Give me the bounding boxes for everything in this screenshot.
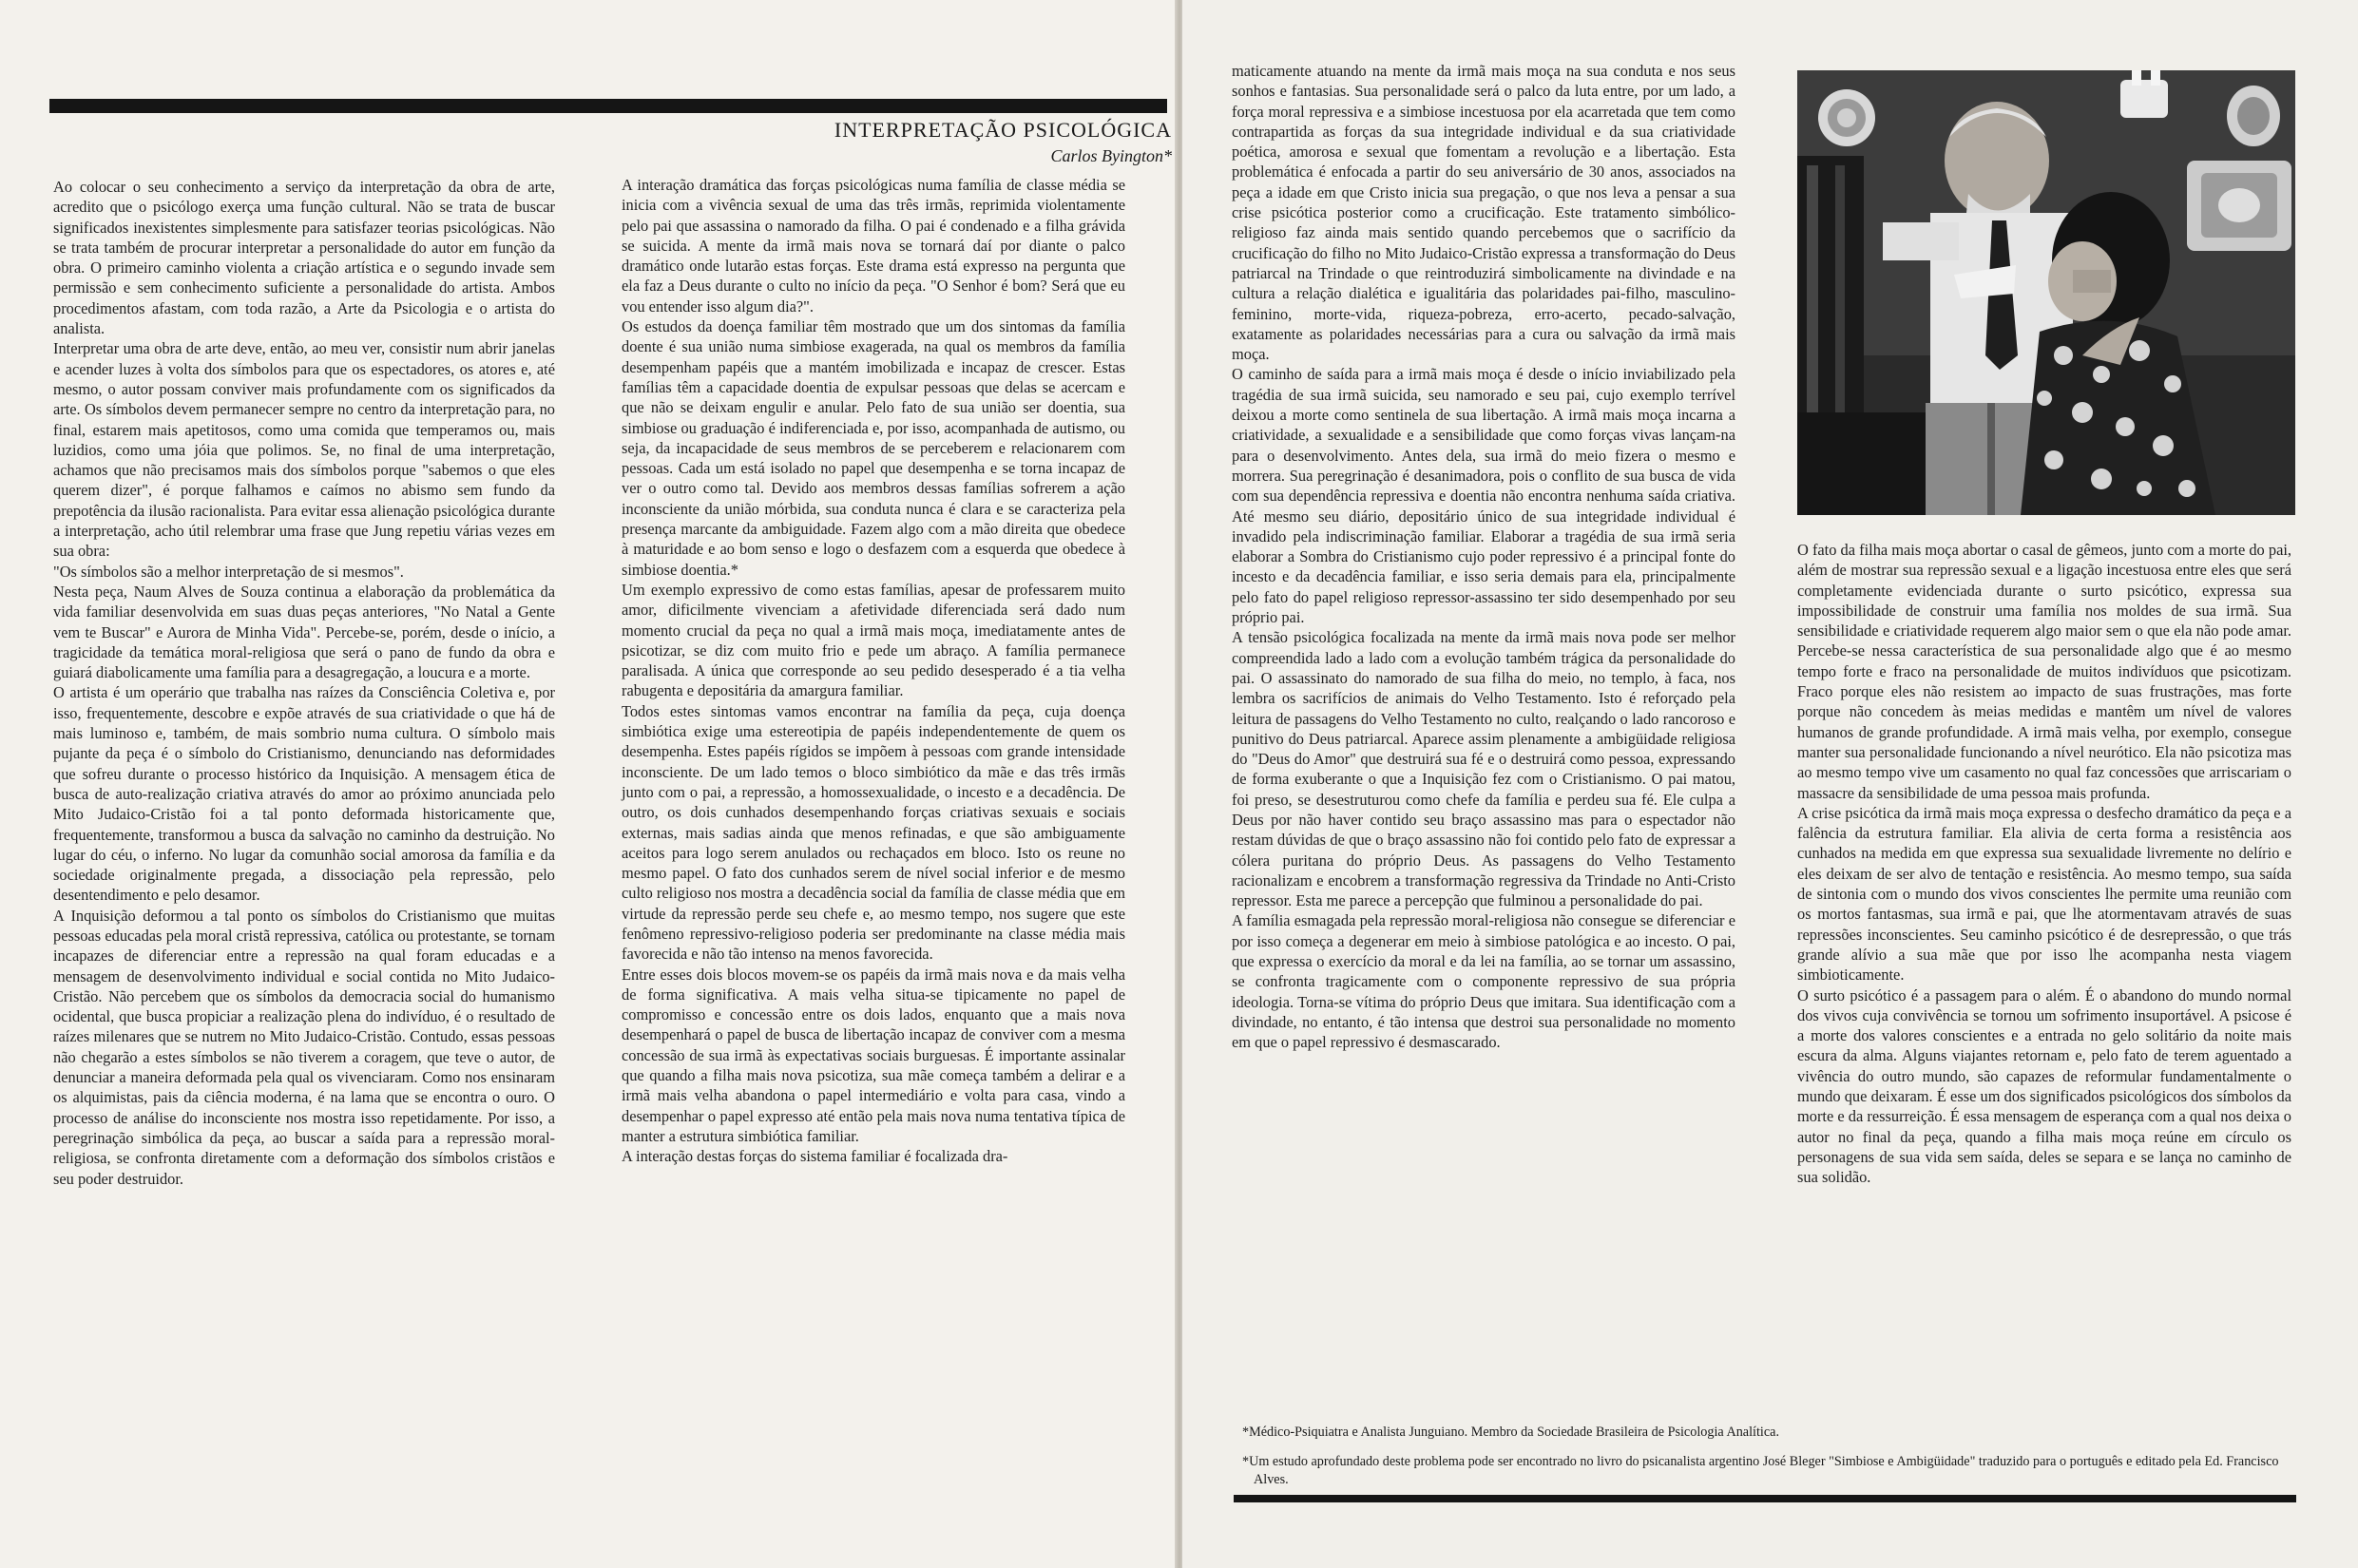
article-header <box>608 118 1172 166</box>
left-page <box>0 0 1177 1568</box>
stage-photo <box>1797 70 2295 515</box>
paragraph: maticamente atuando na mente da irmã mais moça na sua conduta e nos seus sonhos e fantasias. Sua personalidade será o palco da luta entre, por um lado, a força moral repressiva e a simbiose incestuosa por ela acarretada que tem como contrapartida as forças da sua integridade individual e da sua criatividade poética, amorosa e sexual que fomentam a revolução e a libertação. Esta problemática é enfocada a partir do seu aniversário de 30 anos, associados na peça a idade em que Cristo inicia sua pregação, o que nos leva a pensar a sua crise psicótica posterior como a crucificação. Este tratamento simbólico-religioso faz ainda mais sentido quando percebemos que o sacrifício da crucificação do filho no Mito Judaico-Cristão expressa a transformação do Deus patriarcal na Trindade o que reintroduzirá simbolicamente na divindade e na cultura a relação dialética e igualitária das polaridades pai-filho, masculino-feminino, morte-vida, riqueza-pobreza, erro-acerto, pecado-salvação, exatamente as polaridades necessárias para a cura ou salvação da irmã mais moça. <box>1232 62 1735 364</box>
study-footnote: *Um estudo aprofundado deste problema pode ser encontrado no livro do psicanalista argentino José Bleger "Simbiose e Ambigüidade" traduzido para o português e editado pela Ed. Francisco Alves. <box>1242 1454 2279 1487</box>
paragraph: O fato da filha mais moça abortar o casal de gêmeos, junto com a morte do pai, além de mostrar sua repressão sexual e a ligação incestuosa entre eles que será completamente evidenciada durante o surto psicótico, expressa sua impossibilidade de construir uma família nos moldes de sua irmã. Sua sensibilidade e criatividade requerem algo maior sem o que ela não pode amar. Percebe-se nessa característica de sua personalidade algo que é ao mesmo tempo forte e fraco na personalidade de muitos indivíduos que psicotizam. Fraco porque eles não resistem ao impacto de suas frustrações, mas forte porque não concedem às meias medidas e mantêm um nível de valores humanos de grande profundidade. A irmã mais velha, por exemplo, consegue manter sua personalidade funcionando a nível neurótico. Ela não psicotiza mas ao mesmo tempo vive um casamento no qual faz concessões que arriscariam o massacre da sensibilidade de uma pessoa mais profunda. <box>1797 541 2291 802</box>
paragraph: A família esmagada pela repressão moral-religiosa não consegue se diferenciar e por isso começa a degenerar em meio à simbiose patológica e ao incesto. O pai, que expressa o exercício da moral e da lei na família, ao se tornar um assassino, se confronta tragicamente com o componente repressivo de sua própria ideologia. Torna-se vítima do próprio Deus que imitara. Sua identificação com a divindade, no entanto, é tão intensa que destroi sua personalidade no momento em que o papel repressivo é desmascarado. <box>1232 911 1735 1052</box>
bottom-rule <box>1234 1495 2296 1502</box>
stage-photo-image <box>1797 70 2295 515</box>
paragraph: "Os símbolos são a melhor interpretação de si mesmos". <box>53 562 404 581</box>
paragraph: A tensão psicológica focalizada na mente da irmã mais nova pode ser melhor compreendida lado a lado com a evolução também trágica da personalidade do pai. O assassinato do namorado de sua filha do meio, no templo, à faca, nos lembra os sacrifícios de animais do Velho Testamento. Isto é reforçado pela leitura de passagens do Velho Testamento no culto, realçando o lado rancoroso e punitivo do Deus patriarcal. Aparece assim plenamente a ambigüidade religiosa do "Deus do Amor" que destruirá sua fé e o destruirá como pessoa, expressando de forma exuberante o que a Inquisição fez com o Cristianismo. O pai matou, foi preso, se desestruturou como chefe da família e perdeu sua fé. Ele culpa a Deus por não haver contido seu braço assassino mas para o espectador não restam dúvidas de que o braço assassino não foi contido pelo fato de expressar a cólera puritana do próprio Deus. As passagens do Velho Testamento racionalizam e encobrem a transformação regressiva da Trindade no Anti-Cristo repressor. Esta me parece a percepção que fulminou a personalidade do pai. <box>1232 628 1735 910</box>
text-column-3 <box>1232 61 1735 1053</box>
paragraph: O surto psicótico é a passagem para o além. É o abandono do mundo normal dos vivos cuja convivência se tornou um sofrimento insuportável. A psicose é a morte dos valores conscientes e a entrada no gelo solitário da noite mais escura da alma. Alguns viajantes retornam e, pelo fato de terem aguentado a vivência do outro mundo, são capazes de reformular fundamentalmente o mundo que deixaram. É esse um dos significados psicológicos dos símbolos da morte e da ressurreição. É essa mensagem de esperança com a qual nos deixa o autor no final da peça, quando a filha mais moça reúne em círculo os personagens de sua vida sem saída, deles se separa e se lança no caminho de sua solidão. <box>1797 985 2291 1187</box>
paragraph: Entre esses dois blocos movem-se os papéis da irmã mais nova e da mais velha de forma significativa. A mais velha situa-se tipicamente no papel de compromisso e concessão entre os dois lados, enquanto que a mais nova desempenhará o papel de busca de libertação incapaz de conviver com a mesma concessão de sua irmã às expectativas sociais burguesas. É importante assinalar que quando a filha mais nova psicotiza, sua mãe começa também a delirar e a irmã mais velha abandona o papel intermediário e volta para casa, vindo a desempenhar o papel expresso até então pela mais nova numa tentativa típica de manter a estrutura simbiótica familiar. <box>622 965 1125 1145</box>
text-column-4 <box>1797 540 2291 1188</box>
paragraph: Um exemplo expressivo de como estas famílias, apesar de professarem muito amor, dificilmente vivenciam a afetividade diferenciada será dado num momento crucial da peça no qual a irmã mais moça, imediatamente antes de psicotizar, se diz com muito frio e pede um abraço. A família permanece paralisada. A única que corresponde ao seu pedido desesperado é a tia velha rabugenta e depositária da amargura familiar. <box>622 580 1125 700</box>
paragraph: Interpretar uma obra de arte deve, então, ao meu ver, consistir num abrir janelas e acender luzes à volta dos símbolos para que os espectadores, os atores e, até mesmo, o autor possam conviver mais profundamente com os significados da arte. Os símbolos devem permanecer sempre no centro da interpretação para, no final, estarem mais apetitosos, como uma comida que temperamos ou, mais luzidios, como uma jóia que polimos. Se, no final de uma interpretação, achamos que não precisamos mais dos símbolos porque "sabemos o que eles querem dizer", é porque falhamos e caímos no abismo sem fundo da prepotência da ilusão racionalista. Para evitar essa alienação psicológica durante a interpretação, acho útil relembrar uma frase que Jung repetiu várias vezes em sua obra: <box>53 339 555 561</box>
paragraph: Nesta peça, Naum Alves de Souza continua a elaboração da problemática da vida familiar desenvolvida em suas duas peças anteriores, "No Natal a Gente vem te Buscar" e Aurora de Minha Vida". Percebe-se, porém, desde o início, a tragicidade da temática moral-religiosa que será o pano de fundo da obra e guiará diabolicamente uma família para a desagregação, a loucura e a morte. <box>53 582 555 682</box>
article-author: Carlos Byington* <box>1050 146 1172 165</box>
paragraph: A crise psicótica da irmã mais moça expressa o desfecho dramático da peça e a falência da estrutura familiar. Ela alivia de certa forma a resistência aos cunhados na medida em que expressa sua sexualidade livremente no delírio e eles deixam de ser alvo de tentação e resistência. Ao mesmo tempo, sua saída de sintonia com o mundo dos vivos conscientes lhe permite uma reunião com os mortos fantasmas, sua irmã e pai, que lhe atormentavam através de suas repressões inconscientes. Seu caminho psicótico é de desrepressão, o que trás grande alívio a sua mãe que por isso lhe acompanha nesta viagem simbioticamente. <box>1797 803 2291 985</box>
text-column-2 <box>622 175 1125 1167</box>
top-rule <box>49 99 1167 113</box>
paragraph: Todos estes sintomas vamos encontrar na família da peça, cuja doença simbiótica exige uma estereotipia de papéis independentemente de quem os desempenha. Estes papéis rígidos se impõem à pessoas com grande intensidade inconsciente. De um lado temos o bloco simbiótico da mãe e das três irmãs junto com o pai, a repressão, a homossexualidade, o incesto e a decadência. De outro, os dois cunhados desempenhando forças criativas sexuais e sociais externas, mais sadias ainda que menos refinadas, e que são ambiguamente aceitos para logo serem anulados ou rechaçados em bloco. Isto os reune no mesmo papel. O fato dos cunhados serem de nível social inferior e de mesmo culto religioso nos mostra a decadência social da família de classe média que em virtude da repressão perde seu chefe e, ao mesmo tempo, nos sugere que este fenômeno repressivo-religioso poderia ser predominante na classe média mais favorecida e não tão intenso na menos favorecida. <box>622 701 1125 964</box>
paragraph: O caminho de saída para a irmã mais moça é desde o início inviabilizado pela tragédia de sua irmã suicida, seu namorado e seu pai, cujo exemplo terrível deixou a morte como sentinela de sua libertação. A irmã mais moça incarna a criatividade, a sexualidade e a sensibilidade que como forças vivas lançam-na para o desenvolvimento. Antes dela, sua irmã do meio fizera o mesmo e morrera. Sua peregrinação é desanimadora, pois o conflito de sua busca de vida com sua dependência repressiva e doentia não encontra nenhuma saída criativa. Até mesmo seu diário, depositário único de sua integridade individual é invadido pela indiscriminação familiar. Elaborar a tragédia de sua irmã seria elaborar a Sombra do Cristianismo cujo poder repressivo é a principal fonte do incesto e da decadência familiar, e isso seria demais para ela, principalmente pelo fato do papel religioso repressor-assassino ter sido desempenhado por seu próprio pai. <box>1232 365 1735 627</box>
paragraph: O artista é um operário que trabalha nas raízes da Consciência Coletiva e, por isso, frequentemente, descobre e expõe através de sua criatividade o que há de mais luminoso e, também, de mais sombrio numa cultura. O símbolo mais pujante da peça é o símbolo do Cristianismo, denunciando nas deformidades que sofreu durante o processo histórico da Inquisição. A mensagem ética de busca de auto-realização criativa através do amor ao próximo anunciada pelo Mito Judaico-Cristão foi a tal ponto deformada historicamente que, frequentemente, transformou a busca da salvação no caminho da destruição. No lugar do céu, o inferno. No lugar da comunhão social amorosa da família e da sociedade originalmente pregada, a dissociação pela repressão, pelo desentendimento e pelo desamor. <box>53 683 555 905</box>
paragraph: A Inquisição deformou a tal ponto os símbolos do Cristianismo que muitas pessoas educadas pela moral cristã repressiva, católica ou protestante, se tornam incapazes de diferenciar entre a repressão na qual foram educadas e a mensagem de desenvolvimento individual e social contida no Mito Judaico-Cristão. Não percebem que os símbolos da democracia social do humanismo ocidental, que busca propiciar a realização plena do indivíduo, é o resultado de raízes milenares que se nutrem no Mito Judaico-Cristão. Contudo, essas pessoas não chegarão a estes símbolos se não tiverem a coragem, que teve o autor, de denunciar a maneira deformada pela qual os vivenciaram. Como nos ensinaram os alquimistas, pais da ciência moderna, é na lama que se encontra o ouro. O processo de análise do inconsciente nos mostra isso repetidamente. Por isso, a peregrinação simbólica da peça, ao buscar a saída para a repressão moral-religiosa, se confronta diretamente com a deformação dos símbolos cristãos e seu poder destruidor. <box>53 906 555 1188</box>
paragraph: A interação destas forças do sistema familiar é focalizada dra- <box>622 1147 1008 1166</box>
article-title: INTERPRETAÇÃO PSICOLÓGICA <box>834 118 1172 142</box>
footnotes <box>1242 1424 2297 1501</box>
author-footnote: *Médico-Psiquiatra e Analista Junguiano. Membro da Sociedade Brasileira de Psicologia Analítica. <box>1242 1425 1779 1440</box>
paragraph: A interação dramática das forças psicológicas numa família de classe média se inicia com a vivência sexual de uma das três irmãs, reprimida violentamente pelo pai que assassina o namorado da filha. O pai é condenado e a filha grávida se suicida. A mente da irmã mais nova se tornará daí por diante o palco dramático onde lutarão estas forças. Este drama está expresso na pergunta que ela faz a Deus durante o culto no início da peça. "O Senhor é bom? Será que eu vou entender isso algum dia?". <box>622 176 1125 316</box>
paragraph: Ao colocar o seu conhecimento a serviço da interpretação da obra de arte, acredito que o psicólogo exerça uma função cultural. Não se trata de buscar significados inexistentes simplesmente para satisfazer teorias psicológicas. Não se trata também de procurar interpretar a personalidade do autor em função da obra. O primeiro caminho violenta a criação artística e o segundo invade sem permissão e sem conhecimento suficiente a personalidade do artista. Ambos procedimentos afastam, com toda razão, a Arte da Psicologia e o artista do analista. <box>53 178 555 338</box>
text-column-1 <box>53 177 555 1189</box>
paragraph: Os estudos da doença familiar têm mostrado que um dos sintomas da família doente é sua união numa simbiose exagerada, na qual os membros da família desempenham papéis que a mantém imobilizada e incapaz de crescer. Estas famílias têm a capacidade doentia de expulsar pessoas que delas se acercam e que não se deixam engulir e anular. Pelo fato de sua união ser doentia, sua simbiose ou graduação é indiferenciada e, por isso, acompanhada de autismo, ou seja, da incapacidade de seus membros de se perceberem e relacionarem com pessoas. Cada um está isolado no papel que desempenha e se torna incapaz de ver o outro como tal. Devido aos membros dessas famílias sofrerem a ação inconsciente da união mórbida, sua conduta nunca é clara e se caracteriza pela presença marcante da ambiguidade. Fazem algo com a mão direita que obedece à maturidade e ao bom senso e logo o desfazem com a esquerda que obedece à simbiose doentia.* <box>622 317 1125 579</box>
